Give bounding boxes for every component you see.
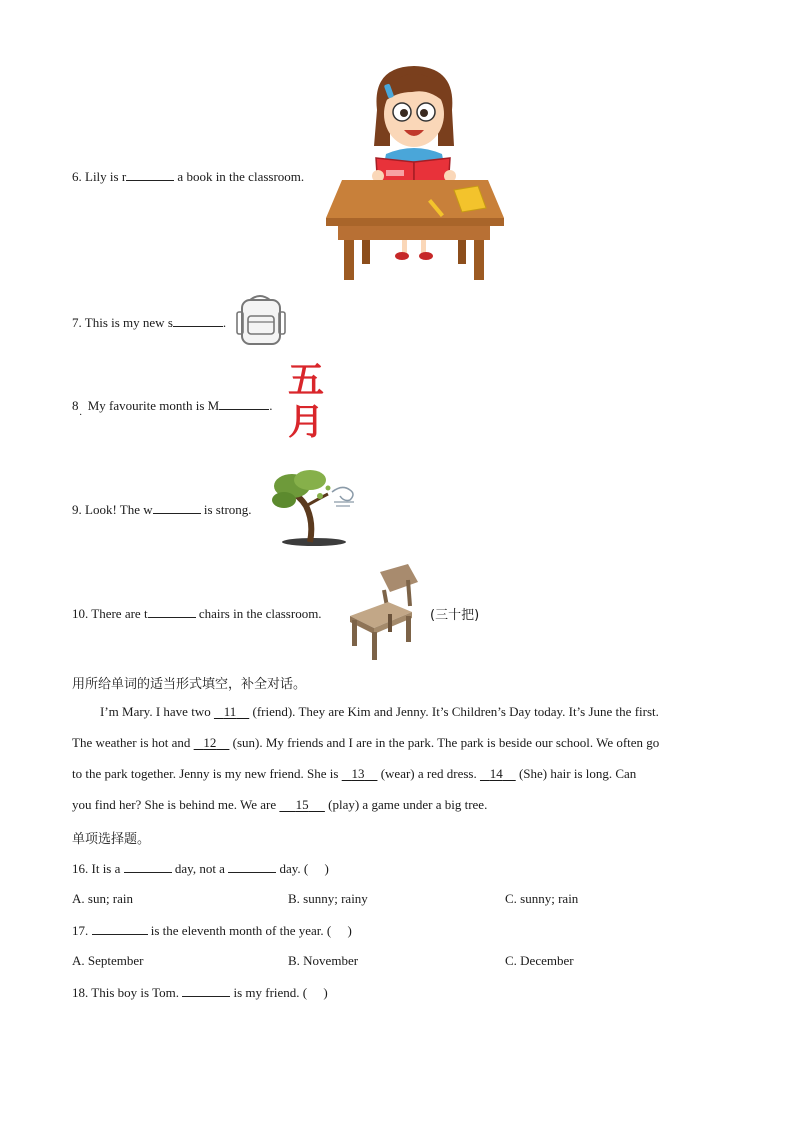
section-instruction: 用所给单词的适当形式填空，补全对话。 — [72, 677, 307, 692]
option-c[interactable]: C. December — [505, 953, 574, 968]
answer-blank[interactable] — [173, 314, 223, 327]
passage-text: (play) a game under a big tree. — [324, 797, 488, 812]
answer-blank[interactable] — [126, 168, 174, 181]
question-18 — [72, 984, 328, 1001]
question-text: day, not a — [174, 861, 225, 876]
passage-text: you find her? She is behind me. We are — [72, 797, 280, 812]
question-number: 9. — [72, 502, 82, 517]
answer-blank[interactable] — [219, 397, 269, 410]
question-text: 16. It is a — [72, 861, 121, 876]
answer-blank-12[interactable]: 12 — [203, 735, 217, 750]
question-text: Look! The w — [85, 502, 153, 517]
hint-text: (三十把) — [430, 608, 480, 623]
answer-blank[interactable] — [148, 605, 196, 618]
question-text: . — [269, 398, 273, 413]
question-text: This is my new s — [84, 315, 173, 330]
passage-text: The weather is hot and — [72, 735, 194, 750]
passage-text: (She) hair is long. Can — [515, 766, 637, 781]
passage-line-4 — [72, 797, 487, 813]
option-c[interactable]: C. sunny; rain — [505, 891, 579, 906]
schoolbag-icon — [232, 292, 288, 348]
chair-icon — [344, 562, 424, 662]
question-text: Lily is r — [85, 169, 127, 184]
question-text: There are t — [91, 606, 148, 621]
answer-blank-13[interactable]: 13 — [351, 766, 365, 781]
answer-blank[interactable] — [228, 860, 276, 873]
question-text: chairs in the classroom. — [198, 606, 322, 621]
month-char: 五 — [287, 360, 324, 401]
answer-blank-14[interactable]: 14 — [489, 766, 503, 781]
question-number: 7. — [72, 315, 82, 330]
question-number: 10. — [72, 606, 89, 621]
question-10 — [72, 605, 322, 622]
question-text: is the eleventh month of the year. ( ) — [150, 923, 352, 938]
passage-line-3 — [72, 766, 636, 782]
section-instruction: 单项选择题。 — [72, 832, 151, 847]
answer-blank[interactable] — [153, 501, 201, 514]
option-a[interactable]: A. sun; rain — [72, 891, 134, 906]
question-text: a book in the classroom. — [177, 169, 305, 184]
answer-blank[interactable] — [92, 922, 148, 935]
month-char: 月 — [287, 402, 324, 443]
question-16 — [72, 860, 329, 877]
question-text: . — [222, 315, 227, 330]
question-9 — [72, 501, 252, 518]
question-number: 8 — [72, 398, 79, 413]
question-6 — [72, 168, 304, 185]
answer-blank[interactable] — [182, 984, 230, 997]
passage-text: I’m Mary. I have two — [100, 704, 214, 719]
windy-tree-icon — [270, 466, 358, 548]
girl-reading-at-desk-icon — [322, 62, 507, 284]
question-text: My favourite month is M — [87, 398, 220, 413]
question-8 — [72, 397, 272, 414]
option-a[interactable]: A. September — [72, 953, 144, 968]
answer-blank[interactable] — [124, 860, 172, 873]
passage-line-2 — [72, 735, 659, 751]
answer-blank-11[interactable]: ​ 11 — [213, 704, 237, 719]
question-17 — [72, 922, 352, 939]
question-text: 17. — [72, 923, 89, 938]
question-text: day. ( ) — [279, 861, 329, 876]
question-text: is my friend. ( ) — [233, 985, 328, 1000]
question-7 — [72, 314, 226, 331]
passage-line-1 — [100, 704, 659, 720]
may-chinese-icon — [286, 360, 326, 444]
question-text: 18. This boy is Tom. — [72, 985, 179, 1000]
option-b[interactable]: B. sunny; rainy — [288, 891, 368, 906]
dot-mark: · — [79, 410, 83, 421]
answer-blank-15[interactable]: 15 — [295, 797, 309, 812]
passage-text: (sun). My friends and I are in the park. The park is beside our school. We often go — [229, 735, 660, 750]
question-text: is strong. — [203, 502, 252, 517]
passage-text: (friend). They are Kim and Jenny. It’s Children’s Day today. It’s June the first. — [249, 704, 659, 719]
passage-text: (wear) a red dress. — [377, 766, 480, 781]
question-number: 6. — [72, 169, 82, 184]
passage-text: to the park together. Jenny is my new friend. She is — [72, 766, 342, 781]
option-b[interactable]: B. November — [288, 953, 359, 968]
